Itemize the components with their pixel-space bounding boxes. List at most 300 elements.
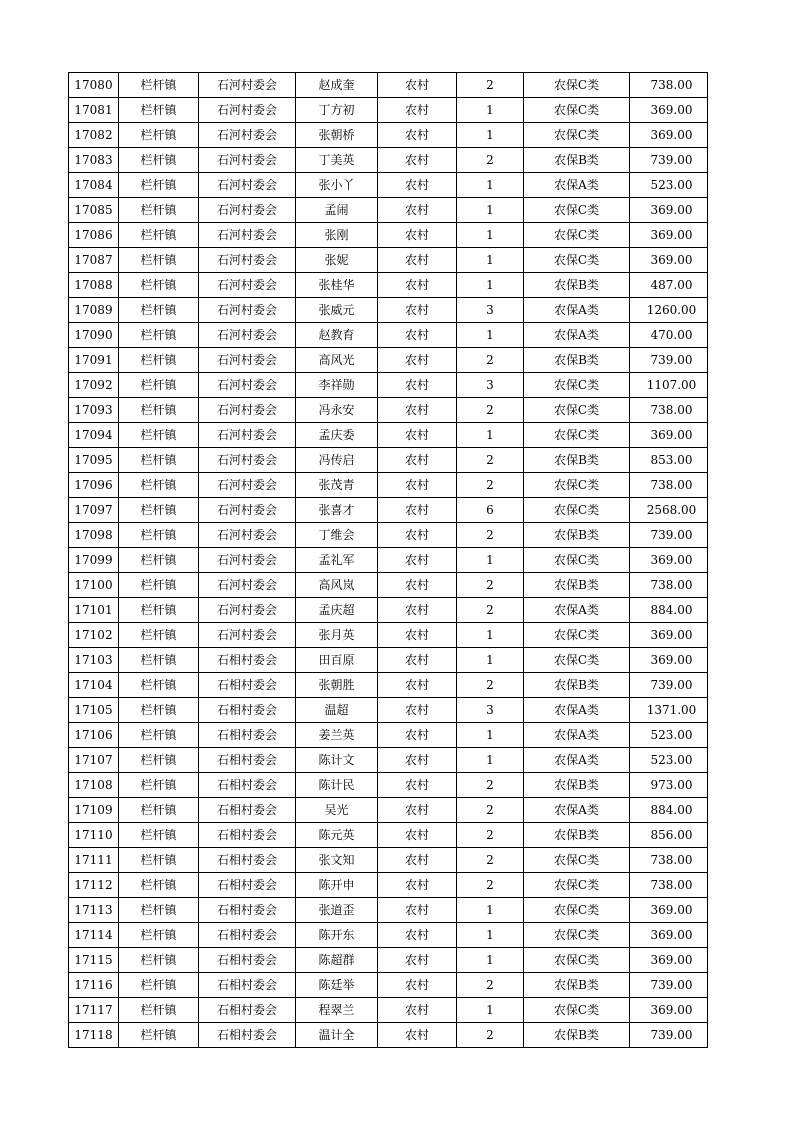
cell-town: 栏杆镇 bbox=[119, 448, 199, 473]
cell-village: 石相村委会 bbox=[199, 998, 296, 1023]
cell-amount: 2568.00 bbox=[630, 498, 708, 523]
table-row bbox=[69, 373, 708, 398]
cell-id: 17105 bbox=[69, 698, 119, 723]
cell-name: 张小丫 bbox=[296, 173, 378, 198]
cell-name: 张喜才 bbox=[296, 498, 378, 523]
cell-category: 农保B类 bbox=[524, 823, 630, 848]
cell-category: 农保B类 bbox=[524, 773, 630, 798]
cell-name: 张威元 bbox=[296, 298, 378, 323]
cell-village: 石河村委会 bbox=[199, 198, 296, 223]
cell-village: 石河村委会 bbox=[199, 298, 296, 323]
cell-count: 1 bbox=[457, 948, 524, 973]
cell-category: 农保B类 bbox=[524, 573, 630, 598]
cell-amount: 523.00 bbox=[630, 748, 708, 773]
table-row bbox=[69, 973, 708, 998]
cell-category: 农保A类 bbox=[524, 723, 630, 748]
cell-category: 农保C类 bbox=[524, 923, 630, 948]
cell-id: 17115 bbox=[69, 948, 119, 973]
cell-village: 石相村委会 bbox=[199, 698, 296, 723]
cell-count: 2 bbox=[457, 523, 524, 548]
cell-count: 2 bbox=[457, 823, 524, 848]
table-row bbox=[69, 623, 708, 648]
cell-village: 石河村委会 bbox=[199, 448, 296, 473]
cell-category: 农保B类 bbox=[524, 448, 630, 473]
cell-amount: 369.00 bbox=[630, 248, 708, 273]
cell-name: 孟庆超 bbox=[296, 598, 378, 623]
cell-town: 栏杆镇 bbox=[119, 848, 199, 873]
cell-id: 17096 bbox=[69, 473, 119, 498]
cell-town: 栏杆镇 bbox=[119, 298, 199, 323]
cell-area: 农村 bbox=[378, 473, 457, 498]
cell-area: 农村 bbox=[378, 248, 457, 273]
cell-id: 17102 bbox=[69, 623, 119, 648]
cell-count: 1 bbox=[457, 273, 524, 298]
cell-category: 农保C类 bbox=[524, 123, 630, 148]
cell-amount: 738.00 bbox=[630, 573, 708, 598]
cell-town: 栏杆镇 bbox=[119, 1023, 199, 1048]
table-row bbox=[69, 1023, 708, 1048]
cell-category: 农保A类 bbox=[524, 798, 630, 823]
table-body bbox=[69, 73, 708, 1048]
cell-id: 17100 bbox=[69, 573, 119, 598]
table-row bbox=[69, 573, 708, 598]
cell-village: 石河村委会 bbox=[199, 373, 296, 398]
cell-category: 农保A类 bbox=[524, 748, 630, 773]
cell-name: 张刚 bbox=[296, 223, 378, 248]
cell-village: 石相村委会 bbox=[199, 648, 296, 673]
table-row bbox=[69, 798, 708, 823]
table-row bbox=[69, 223, 708, 248]
cell-amount: 487.00 bbox=[630, 273, 708, 298]
cell-town: 栏杆镇 bbox=[119, 423, 199, 448]
cell-village: 石河村委会 bbox=[199, 323, 296, 348]
cell-village: 石相村委会 bbox=[199, 1023, 296, 1048]
cell-village: 石相村委会 bbox=[199, 798, 296, 823]
cell-count: 2 bbox=[457, 573, 524, 598]
cell-id: 17092 bbox=[69, 373, 119, 398]
cell-amount: 739.00 bbox=[630, 348, 708, 373]
cell-id: 17081 bbox=[69, 98, 119, 123]
table-row bbox=[69, 948, 708, 973]
cell-village: 石河村委会 bbox=[199, 223, 296, 248]
cell-name: 丁方初 bbox=[296, 98, 378, 123]
cell-town: 栏杆镇 bbox=[119, 373, 199, 398]
cell-id: 17087 bbox=[69, 248, 119, 273]
cell-category: 农保C类 bbox=[524, 248, 630, 273]
cell-area: 农村 bbox=[378, 898, 457, 923]
cell-area: 农村 bbox=[378, 198, 457, 223]
cell-name: 陈开申 bbox=[296, 873, 378, 898]
cell-area: 农村 bbox=[378, 598, 457, 623]
cell-id: 17094 bbox=[69, 423, 119, 448]
table-row bbox=[69, 898, 708, 923]
cell-town: 栏杆镇 bbox=[119, 973, 199, 998]
cell-town: 栏杆镇 bbox=[119, 498, 199, 523]
cell-name: 张桂华 bbox=[296, 273, 378, 298]
cell-town: 栏杆镇 bbox=[119, 273, 199, 298]
cell-id: 17112 bbox=[69, 873, 119, 898]
cell-town: 栏杆镇 bbox=[119, 898, 199, 923]
cell-name: 陈超群 bbox=[296, 948, 378, 973]
cell-town: 栏杆镇 bbox=[119, 248, 199, 273]
cell-town: 栏杆镇 bbox=[119, 573, 199, 598]
cell-id: 17093 bbox=[69, 398, 119, 423]
cell-name: 温超 bbox=[296, 698, 378, 723]
cell-area: 农村 bbox=[378, 223, 457, 248]
cell-area: 农村 bbox=[378, 723, 457, 748]
cell-name: 丁美英 bbox=[296, 148, 378, 173]
cell-amount: 738.00 bbox=[630, 398, 708, 423]
cell-town: 栏杆镇 bbox=[119, 998, 199, 1023]
cell-area: 农村 bbox=[378, 948, 457, 973]
cell-village: 石相村委会 bbox=[199, 873, 296, 898]
cell-id: 17086 bbox=[69, 223, 119, 248]
cell-count: 2 bbox=[457, 348, 524, 373]
cell-name: 田百原 bbox=[296, 648, 378, 673]
cell-count: 1 bbox=[457, 223, 524, 248]
cell-town: 栏杆镇 bbox=[119, 223, 199, 248]
cell-name: 吴光 bbox=[296, 798, 378, 823]
cell-village: 石相村委会 bbox=[199, 848, 296, 873]
cell-id: 17114 bbox=[69, 923, 119, 948]
table-row bbox=[69, 148, 708, 173]
cell-village: 石相村委会 bbox=[199, 773, 296, 798]
cell-village: 石河村委会 bbox=[199, 573, 296, 598]
cell-area: 农村 bbox=[378, 623, 457, 648]
cell-name: 高风光 bbox=[296, 348, 378, 373]
cell-area: 农村 bbox=[378, 348, 457, 373]
cell-town: 栏杆镇 bbox=[119, 123, 199, 148]
table-row bbox=[69, 448, 708, 473]
cell-count: 2 bbox=[457, 873, 524, 898]
table-row bbox=[69, 348, 708, 373]
cell-area: 农村 bbox=[378, 998, 457, 1023]
cell-category: 农保C类 bbox=[524, 898, 630, 923]
cell-amount: 856.00 bbox=[630, 823, 708, 848]
cell-amount: 739.00 bbox=[630, 523, 708, 548]
cell-id: 17106 bbox=[69, 723, 119, 748]
cell-count: 1 bbox=[457, 248, 524, 273]
cell-village: 石河村委会 bbox=[199, 523, 296, 548]
cell-name: 赵成奎 bbox=[296, 73, 378, 98]
cell-town: 栏杆镇 bbox=[119, 148, 199, 173]
cell-name: 丁维会 bbox=[296, 523, 378, 548]
cell-category: 农保C类 bbox=[524, 623, 630, 648]
cell-amount: 738.00 bbox=[630, 848, 708, 873]
cell-town: 栏杆镇 bbox=[119, 823, 199, 848]
cell-area: 农村 bbox=[378, 848, 457, 873]
cell-amount: 369.00 bbox=[630, 648, 708, 673]
table-row bbox=[69, 398, 708, 423]
cell-amount: 369.00 bbox=[630, 98, 708, 123]
table-row bbox=[69, 323, 708, 348]
cell-id: 17090 bbox=[69, 323, 119, 348]
cell-count: 2 bbox=[457, 398, 524, 423]
cell-id: 17108 bbox=[69, 773, 119, 798]
cell-village: 石河村委会 bbox=[199, 548, 296, 573]
cell-village: 石相村委会 bbox=[199, 973, 296, 998]
cell-category: 农保C类 bbox=[524, 398, 630, 423]
table-row bbox=[69, 123, 708, 148]
cell-category: 农保A类 bbox=[524, 698, 630, 723]
cell-id: 17110 bbox=[69, 823, 119, 848]
table-row bbox=[69, 698, 708, 723]
table-row bbox=[69, 523, 708, 548]
cell-name: 高风岚 bbox=[296, 573, 378, 598]
cell-count: 1 bbox=[457, 98, 524, 123]
cell-count: 1 bbox=[457, 923, 524, 948]
cell-amount: 739.00 bbox=[630, 1023, 708, 1048]
cell-category: 农保C类 bbox=[524, 198, 630, 223]
cell-category: 农保B类 bbox=[524, 148, 630, 173]
cell-area: 农村 bbox=[378, 173, 457, 198]
cell-area: 农村 bbox=[378, 323, 457, 348]
cell-amount: 738.00 bbox=[630, 473, 708, 498]
cell-count: 2 bbox=[457, 448, 524, 473]
cell-count: 1 bbox=[457, 623, 524, 648]
cell-area: 农村 bbox=[378, 398, 457, 423]
cell-name: 程翠兰 bbox=[296, 998, 378, 1023]
cell-area: 农村 bbox=[378, 273, 457, 298]
cell-amount: 739.00 bbox=[630, 973, 708, 998]
cell-name: 张妮 bbox=[296, 248, 378, 273]
cell-village: 石河村委会 bbox=[199, 123, 296, 148]
cell-count: 1 bbox=[457, 323, 524, 348]
cell-amount: 470.00 bbox=[630, 323, 708, 348]
cell-count: 3 bbox=[457, 373, 524, 398]
cell-count: 1 bbox=[457, 198, 524, 223]
table-row bbox=[69, 98, 708, 123]
cell-category: 农保B类 bbox=[524, 348, 630, 373]
cell-area: 农村 bbox=[378, 648, 457, 673]
cell-category: 农保C类 bbox=[524, 98, 630, 123]
cell-count: 1 bbox=[457, 748, 524, 773]
cell-amount: 369.00 bbox=[630, 623, 708, 648]
cell-name: 张月英 bbox=[296, 623, 378, 648]
cell-name: 陈元英 bbox=[296, 823, 378, 848]
cell-village: 石河村委会 bbox=[199, 423, 296, 448]
cell-category: 农保C类 bbox=[524, 548, 630, 573]
cell-id: 17095 bbox=[69, 448, 119, 473]
cell-count: 1 bbox=[457, 898, 524, 923]
cell-count: 1 bbox=[457, 723, 524, 748]
cell-town: 栏杆镇 bbox=[119, 748, 199, 773]
cell-amount: 369.00 bbox=[630, 998, 708, 1023]
cell-name: 张文知 bbox=[296, 848, 378, 873]
cell-town: 栏杆镇 bbox=[119, 873, 199, 898]
cell-id: 17089 bbox=[69, 298, 119, 323]
cell-category: 农保B类 bbox=[524, 973, 630, 998]
cell-name: 孟礼军 bbox=[296, 548, 378, 573]
cell-category: 农保C类 bbox=[524, 223, 630, 248]
cell-amount: 738.00 bbox=[630, 873, 708, 898]
table-row bbox=[69, 73, 708, 98]
table-row bbox=[69, 198, 708, 223]
cell-town: 栏杆镇 bbox=[119, 323, 199, 348]
cell-amount: 973.00 bbox=[630, 773, 708, 798]
cell-village: 石河村委会 bbox=[199, 623, 296, 648]
cell-town: 栏杆镇 bbox=[119, 948, 199, 973]
cell-area: 农村 bbox=[378, 698, 457, 723]
cell-id: 17113 bbox=[69, 898, 119, 923]
cell-category: 农保C类 bbox=[524, 848, 630, 873]
cell-count: 2 bbox=[457, 1023, 524, 1048]
cell-area: 农村 bbox=[378, 148, 457, 173]
cell-count: 3 bbox=[457, 698, 524, 723]
cell-amount: 1260.00 bbox=[630, 298, 708, 323]
table-row bbox=[69, 423, 708, 448]
cell-village: 石相村委会 bbox=[199, 723, 296, 748]
subsidy-table bbox=[68, 72, 708, 1048]
cell-count: 2 bbox=[457, 848, 524, 873]
cell-village: 石河村委会 bbox=[199, 273, 296, 298]
cell-village: 石相村委会 bbox=[199, 748, 296, 773]
cell-amount: 523.00 bbox=[630, 723, 708, 748]
cell-name: 陈计民 bbox=[296, 773, 378, 798]
cell-count: 2 bbox=[457, 73, 524, 98]
table-row bbox=[69, 173, 708, 198]
cell-amount: 369.00 bbox=[630, 198, 708, 223]
cell-amount: 1371.00 bbox=[630, 698, 708, 723]
table-row bbox=[69, 748, 708, 773]
cell-town: 栏杆镇 bbox=[119, 348, 199, 373]
cell-area: 农村 bbox=[378, 798, 457, 823]
table-row bbox=[69, 673, 708, 698]
cell-village: 石相村委会 bbox=[199, 673, 296, 698]
cell-id: 17091 bbox=[69, 348, 119, 373]
cell-name: 姜兰英 bbox=[296, 723, 378, 748]
cell-count: 2 bbox=[457, 473, 524, 498]
cell-name: 孟闹 bbox=[296, 198, 378, 223]
cell-area: 农村 bbox=[378, 973, 457, 998]
cell-id: 17101 bbox=[69, 598, 119, 623]
cell-amount: 369.00 bbox=[630, 948, 708, 973]
cell-count: 2 bbox=[457, 798, 524, 823]
cell-category: 农保C类 bbox=[524, 873, 630, 898]
cell-name: 陈廷举 bbox=[296, 973, 378, 998]
cell-area: 农村 bbox=[378, 548, 457, 573]
cell-category: 农保C类 bbox=[524, 373, 630, 398]
cell-town: 栏杆镇 bbox=[119, 723, 199, 748]
cell-id: 17117 bbox=[69, 998, 119, 1023]
table-row bbox=[69, 648, 708, 673]
cell-town: 栏杆镇 bbox=[119, 923, 199, 948]
table-row bbox=[69, 723, 708, 748]
cell-category: 农保C类 bbox=[524, 948, 630, 973]
cell-area: 农村 bbox=[378, 923, 457, 948]
cell-area: 农村 bbox=[378, 573, 457, 598]
table-row bbox=[69, 848, 708, 873]
table-row bbox=[69, 273, 708, 298]
cell-count: 1 bbox=[457, 173, 524, 198]
cell-area: 农村 bbox=[378, 673, 457, 698]
cell-category: 农保B类 bbox=[524, 1023, 630, 1048]
cell-category: 农保C类 bbox=[524, 998, 630, 1023]
cell-amount: 738.00 bbox=[630, 73, 708, 98]
table-row bbox=[69, 298, 708, 323]
cell-id: 17103 bbox=[69, 648, 119, 673]
cell-area: 农村 bbox=[378, 73, 457, 98]
cell-area: 农村 bbox=[378, 298, 457, 323]
cell-name: 冯传启 bbox=[296, 448, 378, 473]
table-row bbox=[69, 873, 708, 898]
cell-name: 陈计文 bbox=[296, 748, 378, 773]
table-row bbox=[69, 923, 708, 948]
cell-amount: 369.00 bbox=[630, 548, 708, 573]
table-row bbox=[69, 598, 708, 623]
cell-category: 农保B类 bbox=[524, 673, 630, 698]
cell-area: 农村 bbox=[378, 448, 457, 473]
cell-id: 17099 bbox=[69, 548, 119, 573]
cell-amount: 884.00 bbox=[630, 598, 708, 623]
cell-name: 温计全 bbox=[296, 1023, 378, 1048]
cell-amount: 739.00 bbox=[630, 673, 708, 698]
cell-category: 农保A类 bbox=[524, 298, 630, 323]
cell-category: 农保A类 bbox=[524, 173, 630, 198]
cell-id: 17080 bbox=[69, 73, 119, 98]
cell-count: 1 bbox=[457, 648, 524, 673]
cell-village: 石河村委会 bbox=[199, 173, 296, 198]
cell-village: 石河村委会 bbox=[199, 73, 296, 98]
table-row bbox=[69, 473, 708, 498]
cell-id: 17085 bbox=[69, 198, 119, 223]
cell-town: 栏杆镇 bbox=[119, 523, 199, 548]
cell-name: 赵教育 bbox=[296, 323, 378, 348]
cell-area: 农村 bbox=[378, 1023, 457, 1048]
cell-town: 栏杆镇 bbox=[119, 473, 199, 498]
cell-area: 农村 bbox=[378, 98, 457, 123]
cell-amount: 853.00 bbox=[630, 448, 708, 473]
cell-category: 农保A类 bbox=[524, 598, 630, 623]
cell-village: 石河村委会 bbox=[199, 98, 296, 123]
cell-count: 3 bbox=[457, 298, 524, 323]
cell-village: 石河村委会 bbox=[199, 598, 296, 623]
cell-count: 1 bbox=[457, 123, 524, 148]
cell-area: 农村 bbox=[378, 423, 457, 448]
cell-amount: 884.00 bbox=[630, 798, 708, 823]
cell-id: 17098 bbox=[69, 523, 119, 548]
cell-id: 17116 bbox=[69, 973, 119, 998]
cell-village: 石相村委会 bbox=[199, 923, 296, 948]
cell-category: 农保B类 bbox=[524, 273, 630, 298]
cell-count: 1 bbox=[457, 998, 524, 1023]
table-row bbox=[69, 248, 708, 273]
cell-village: 石河村委会 bbox=[199, 348, 296, 373]
cell-amount: 523.00 bbox=[630, 173, 708, 198]
cell-category: 农保C类 bbox=[524, 423, 630, 448]
cell-category: 农保B类 bbox=[524, 523, 630, 548]
cell-amount: 369.00 bbox=[630, 898, 708, 923]
cell-category: 农保C类 bbox=[524, 648, 630, 673]
cell-town: 栏杆镇 bbox=[119, 398, 199, 423]
cell-amount: 1107.00 bbox=[630, 373, 708, 398]
cell-name: 张道歪 bbox=[296, 898, 378, 923]
cell-town: 栏杆镇 bbox=[119, 648, 199, 673]
cell-id: 17109 bbox=[69, 798, 119, 823]
cell-amount: 739.00 bbox=[630, 148, 708, 173]
cell-area: 农村 bbox=[378, 498, 457, 523]
cell-name: 张朝胜 bbox=[296, 673, 378, 698]
cell-count: 2 bbox=[457, 148, 524, 173]
cell-area: 农村 bbox=[378, 773, 457, 798]
table-row bbox=[69, 548, 708, 573]
cell-amount: 369.00 bbox=[630, 123, 708, 148]
cell-amount: 369.00 bbox=[630, 923, 708, 948]
cell-name: 李祥勋 bbox=[296, 373, 378, 398]
cell-village: 石相村委会 bbox=[199, 823, 296, 848]
cell-id: 17107 bbox=[69, 748, 119, 773]
cell-town: 栏杆镇 bbox=[119, 198, 199, 223]
